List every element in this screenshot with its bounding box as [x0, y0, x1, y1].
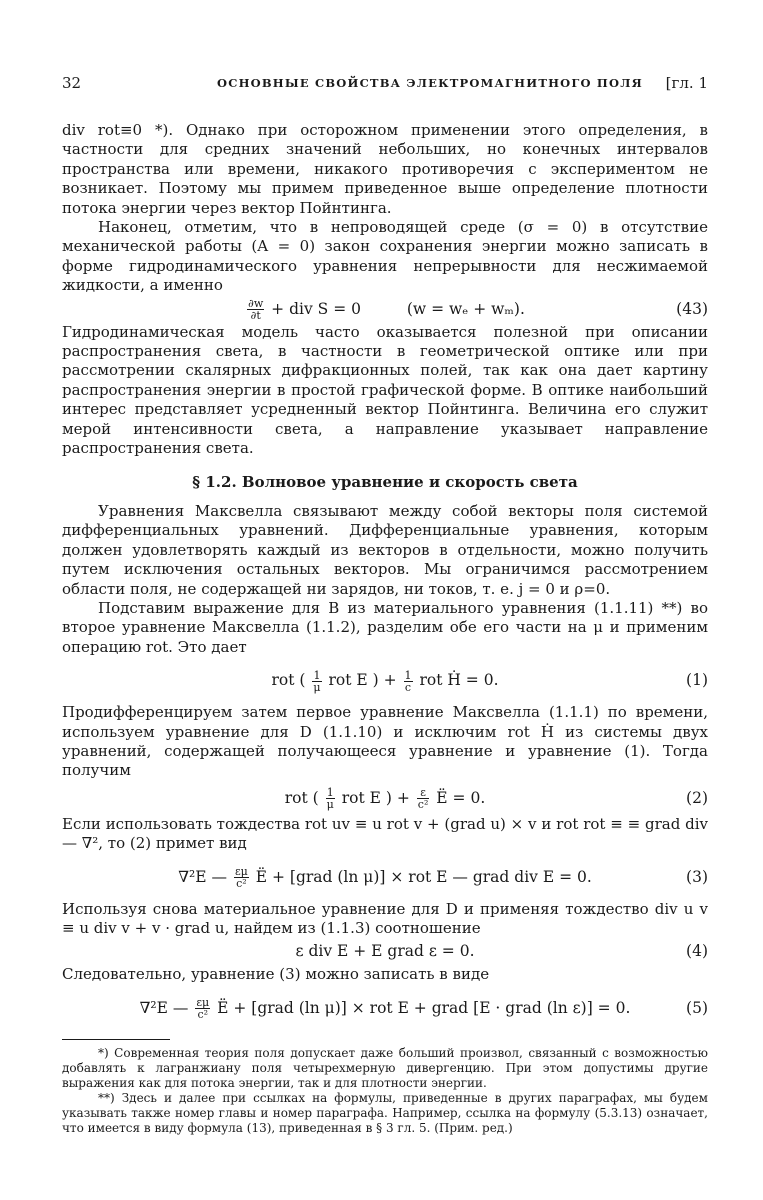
equation-3: ∇²E — $\frac{\varepsilon\mu}{\text{c²}}$ Ë + [grad (ln μ)] × rot E — grad div E = 0. (3): [62, 860, 708, 894]
footnote-1: *) Современная теория поля допускает даже больший произвол, связанный с возможностью добавлять к лагранжиану поля четырехмерную дивергенцию. При этом допустимы другие выражения как для потока энергии, так и для плотности энергии.: [62, 1045, 708, 1090]
running-title: ОСНОВНЫЕ СВОЙСТВА ЭЛЕКТРОМАГНИТНОГО ПОЛЯ: [217, 76, 643, 90]
paragraph-8: Используя снова материальное уравнение для D и применяя тождество div u v ≡ u div v + v · grad u, найдем из (1.1.3) соотношение: [62, 899, 708, 937]
equation-number: (43): [676, 299, 708, 318]
fraction: $\frac{\varepsilon}{\text{c²}}$: [417, 786, 429, 812]
page-header: [62, 74, 708, 98]
equation-2: rot ( $\frac{1}{\mu}$ rot E ) + $\frac{\varepsilon}{\text{c²}}$ Ë = 0. (2): [62, 781, 708, 815]
footnote-divider: [62, 1039, 170, 1040]
page-body: [62, 121, 708, 1136]
equation-5: ∇²E — $\frac{\varepsilon\mu}{\text{c²}}$ Ë + [grad (ln μ)] × rot E + grad [E · grad (ln ε)] = 0. (5): [62, 991, 708, 1025]
fraction: $\frac{\varepsilon\mu}{\text{c²}}$: [196, 996, 210, 1022]
footnote-2: **) Здесь и далее при ссылках на формулы, приведенные в других параграфах, мы будем указывать также номер главы и номер параграфа. Например, ссылка на формулу (5.3.13) означает, что имеется в виду формула (13), приведенная в § 3 гл. 5. (Прим. ред.): [62, 1090, 708, 1135]
fraction: $\frac{1}{c}$: [404, 668, 412, 694]
paragraph-7: Если использовать тождества rot uv ≡ u rot v + (grad u) × v и rot rot ≡ ≡ grad div — ∇², то (2) примет вид: [62, 814, 708, 853]
paragraph-4: Уравнения Максвелла связывают между собой векторы поля системой дифференциальных уравнений. Дифференциальные уравнения, которым должен удовлетворять каждый из векторов в отдельности, можно получить путем исключения остальных векторов. Мы ограничимся рассмотрением области поля, не содержащей ни зарядов, ни токов, т. е. j = 0 и ρ=0.: [62, 501, 708, 598]
equation-43: $\frac{\partial w}{\partial t}$ + div S = 0 (w = wₑ + wₘ). (43): [248, 297, 708, 323]
section-heading: § 1.2. Волновое уравнение и скорость света: [192, 472, 578, 491]
fraction: $\frac{1}{\mu}$: [326, 786, 334, 812]
paragraph-2: Наконец, отметим, что в непроводящей среде (σ = 0) в отсутствие механической работы (A = 0) закон сохранения энергии можно записать в форме гидродинамического уравнения непрерывности для несжимаемой жидкости, а именно: [62, 218, 708, 295]
paragraph-3: Гидродинамическая модель часто оказывается полезной при описании распространения света, в частности в геометрической оптике или при рассмотрении скалярных дифракционных полей, так как она дает картину распространения энергии в простой графической форме. В оптике наибольший интерес представляет усредненный вектор Пойнтинга. Величина его служит мерой интенсивности света, а направление указывает направление распространения света.: [62, 322, 708, 458]
chapter-marker: [гл. 1: [665, 74, 708, 92]
page-number: 32: [62, 74, 82, 92]
fraction: $\frac{\varepsilon\mu}{\text{c²}}$: [234, 865, 248, 891]
paragraph-6: Продифференцируем затем первое уравнение Максвелла (1.1.1) по времени, используем уравнение для D (1.1.10) и исключим rot Ḣ из системы двух уравнений, содержащей получающееся уравнение и уравнение (1). Тогда получим: [62, 703, 708, 780]
equation-number: (2): [686, 788, 708, 807]
fraction-dw-dt: $\frac{\partial w}{\partial t}$: [248, 297, 264, 323]
equation-number: (3): [686, 867, 708, 886]
equation-4: ε div E + E grad ε = 0. (4): [62, 938, 708, 965]
equation-1: rot ( $\frac{1}{\mu}$ rot E ) + $\frac{1}{c}$ rot Ḣ = 0. (1): [62, 663, 708, 697]
equation-number: (5): [686, 998, 708, 1017]
equation-number: (1): [686, 671, 708, 690]
paragraph-1: div rot≡0 *). Однако при осторожном применении этого определения, в частности для средних значений небольших, но конечных интервалов пространства или времени, никакого противоречия с экспериментом не возникает. Поэтому мы примем приведенное выше определение плотности потока энергии через вектор Пойнтинга.: [62, 121, 708, 217]
equation-number: (4): [686, 942, 708, 961]
paragraph-5: Подставим выражение для B из материального уравнения (1.1.11) **) во второе уравнение Максвелла (1.1.2), разделим обе его части на μ и применим операцию rot. Это дает: [62, 598, 708, 656]
fraction: $\frac{1}{\mu}$: [313, 668, 321, 694]
paragraph-9: Следовательно, уравнение (3) можно записать в виде: [62, 965, 490, 984]
